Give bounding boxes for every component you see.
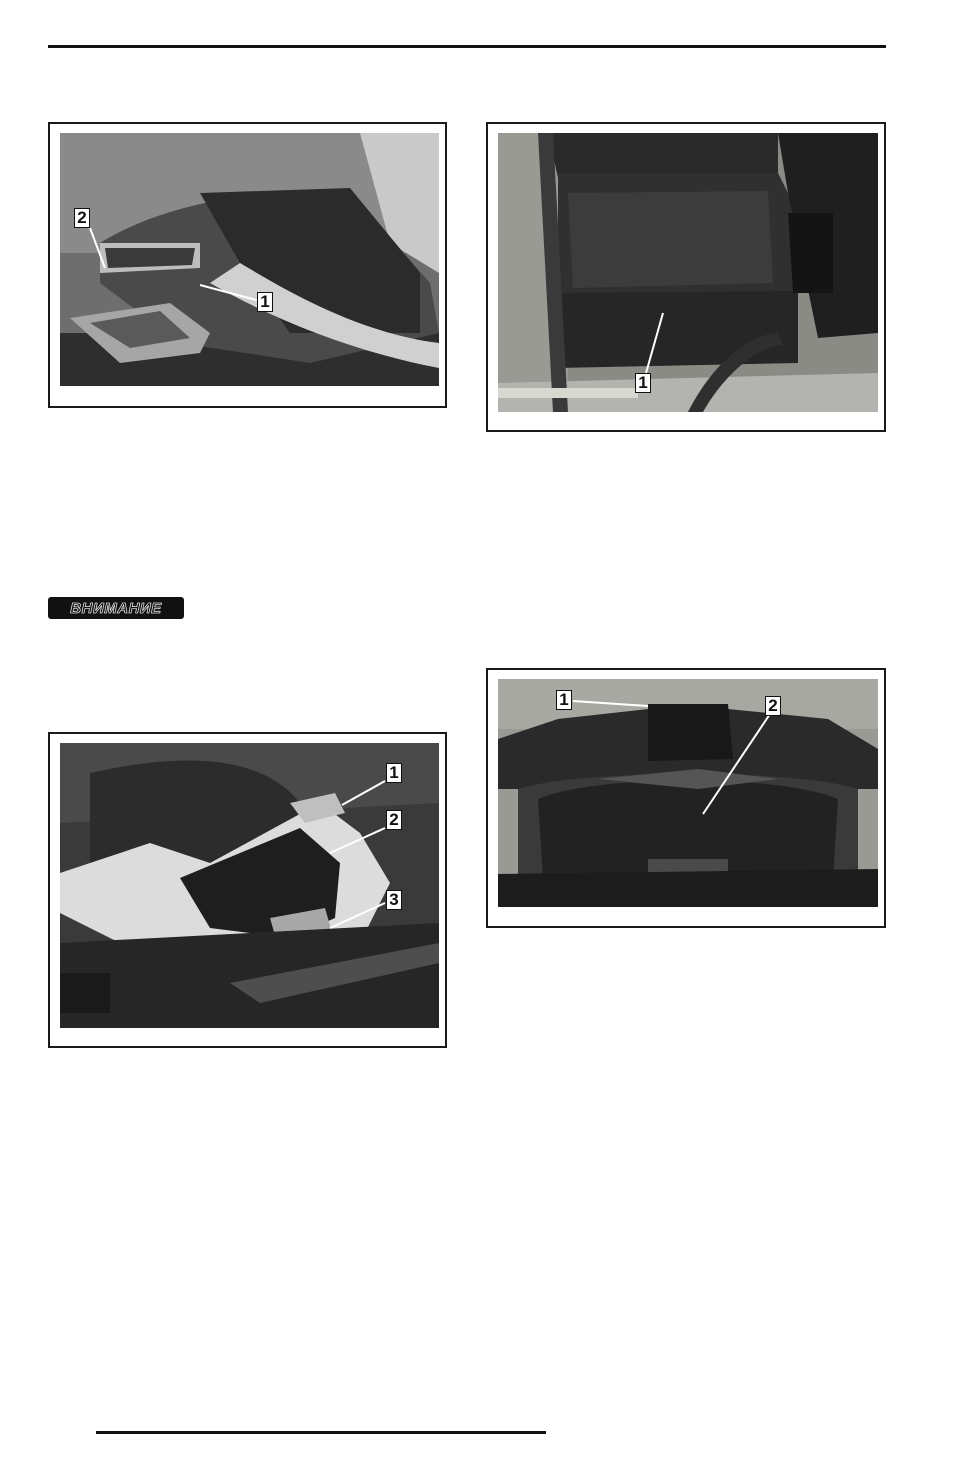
footer-rule <box>96 1431 546 1434</box>
callout-label-1: 1 <box>635 373 651 393</box>
figure-storage-compartment <box>486 668 886 928</box>
photo-seat-backrest <box>498 133 878 412</box>
photo-seat-storage-open <box>60 133 439 386</box>
callout-label-3: 3 <box>386 890 402 910</box>
callout-label-1: 1 <box>386 763 402 783</box>
header-rule <box>48 45 886 48</box>
callout-label-2: 2 <box>386 810 402 830</box>
photo-storage-latch <box>60 743 439 1028</box>
figure-storage-latch <box>48 732 447 1048</box>
warning-badge <box>48 597 184 619</box>
photo-storage-compartment <box>498 679 878 907</box>
warning-label: ВНИМАНИЕ <box>70 599 162 617</box>
figure-seat-storage-open <box>48 122 447 408</box>
figure-seat-backrest <box>486 122 886 432</box>
callout-label-1: 1 <box>556 690 572 710</box>
callout-label-1: 1 <box>257 292 273 312</box>
callout-label-2: 2 <box>765 696 781 716</box>
callout-label-2: 2 <box>74 208 90 228</box>
